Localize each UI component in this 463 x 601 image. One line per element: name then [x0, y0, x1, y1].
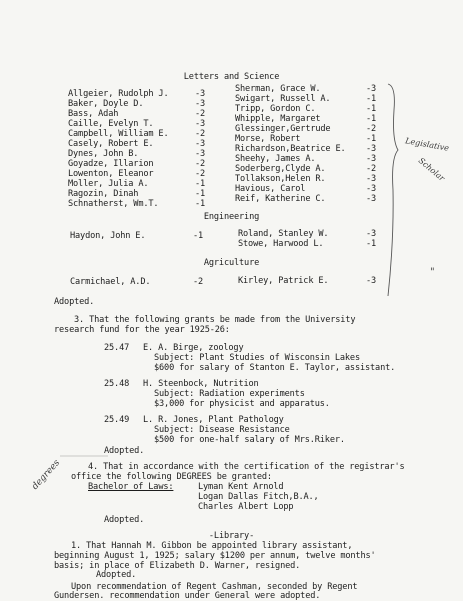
eng-left-value: -1 [193, 231, 204, 241]
grant-line3: $3,000 for physicist and apparatus. [154, 399, 330, 409]
ls-right-name-11: Reif, Katherine C. [235, 194, 326, 204]
grant-line1: H. Steenbock, Nutrition [143, 379, 259, 389]
ls-right-name-4: Glessinger,Gertrude [235, 124, 331, 134]
ls-left-name-6: Dynes, John B. [68, 149, 139, 159]
ls-left-name-3: Caille, Evelyn T. [68, 119, 154, 129]
ls-right-value-3: -1 [366, 114, 377, 124]
ls-left-value-8: -2 [195, 169, 206, 179]
grant-line1: L. R. Jones, Plant Pathology [143, 415, 284, 425]
ls-right-name-8: Soderberg,Clyde A. [235, 164, 326, 174]
adopted-1: Adopted. [54, 297, 95, 307]
library-line3: basis; in place of Elizabeth D. Warner, resigned. [54, 561, 301, 571]
grant-number: 25.47 [104, 343, 130, 353]
ls-right-name-2: Tripp, Gordon C. [235, 104, 316, 114]
ls-right-name-1: Swigart, Russell A. [235, 94, 331, 104]
ls-right-name-10: Havious, Carol [235, 184, 306, 194]
ls-left-name-9: Moller, Julia A. [68, 179, 149, 189]
ls-right-name-9: Tollakson,Helen R. [235, 174, 326, 184]
degree-label: Bachelor of Laws: [88, 482, 174, 492]
ls-right-name-6: Richardson,Beatrice E. [235, 144, 346, 154]
section-heading-library: -Library- [208, 531, 255, 541]
ls-left-value-11: -1 [195, 199, 206, 209]
final-line2: Gundersen. recommendation under General were adopted. [54, 591, 321, 601]
ls-right-value-4: -2 [366, 124, 377, 134]
ls-left-name-5: Casely, Robert E. [68, 139, 154, 149]
library-line1: 1. That Hannah M. Gibbon be appointed library assistant, [71, 541, 353, 551]
ls-right-name-7: Sheehy, James A. [235, 154, 316, 164]
annotation-scholar: Scholar [416, 156, 447, 183]
ls-left-name-1: Baker, Doyle D. [68, 99, 144, 109]
ag-left-name: Carmichael, A.D. [70, 277, 151, 287]
ls-right-value-0: -3 [366, 84, 377, 94]
item3-line2: research fund for the year 1925-26: [54, 325, 230, 335]
ls-left-value-2: -2 [195, 109, 206, 119]
ls-left-name-11: Schnatherst, Wm.T. [68, 199, 159, 209]
final-line1: Upon recommendation of Regent Cashman, seconded by Regent [71, 582, 358, 592]
ls-left-name-8: Lowenton, Eleanor [68, 169, 154, 179]
ls-right-value-1: -1 [366, 94, 377, 104]
ls-right-value-6: -3 [366, 144, 377, 154]
item4-line1: 4. That in accordance with the certification of the registrar's [88, 462, 405, 472]
eng-left-name: Haydon, John E. [70, 231, 146, 241]
ls-right-value-7: -3 [366, 154, 377, 164]
grant-line3: $500 for one-half salary of Mrs.Riker. [154, 435, 345, 445]
degree-name-2: Charles Albert Lopp [198, 502, 294, 512]
ls-right-name-3: Whipple, Margaret [235, 114, 321, 124]
library-line2: beginning August 1, 1925; salary $1200 per annum, twelve months' [54, 551, 376, 561]
degree-name-0: Lyman Kent Arnold [198, 482, 284, 492]
ls-left-value-10: -1 [195, 189, 206, 199]
grant-line1: E. A. Birge, zoology [143, 343, 244, 353]
ls-right-value-11: -3 [366, 194, 377, 204]
ag-right-name: Kirley, Patrick E. [238, 276, 329, 286]
ls-left-name-4: Campbell, William E. [68, 129, 169, 139]
ls-right-value-5: -1 [366, 134, 377, 144]
ag-right-value: -3 [366, 276, 377, 286]
section-heading-agriculture: Agriculture [203, 258, 260, 268]
ls-right-name-0: Sherman, Grace W. [235, 84, 321, 94]
ls-right-value-10: -3 [366, 184, 377, 194]
ls-left-value-6: -3 [195, 149, 206, 159]
eng-right-value-0: -3 [366, 229, 377, 239]
ls-left-value-1: -3 [195, 99, 206, 109]
ls-left-value-0: -3 [195, 89, 206, 99]
section-heading-letters-science: Letters and Science [183, 72, 280, 82]
ag-left-value: -2 [193, 277, 204, 287]
ls-left-name-10: Ragozin, Dinah [68, 189, 139, 199]
ls-left-value-7: -2 [195, 159, 206, 169]
grant-number: 25.48 [104, 379, 130, 389]
ls-left-value-3: -3 [195, 119, 206, 129]
eng-right-name-0: Roland, Stanley W. [238, 229, 329, 239]
annotation-legislative: Legislative [404, 136, 450, 153]
ls-left-name-0: Allgeier, Rudolph J. [68, 89, 169, 99]
grant-line2: Subject: Radiation experiments [154, 389, 305, 399]
annotation-degrees: degrees [30, 458, 63, 492]
eng-right-value-1: -1 [366, 239, 377, 249]
ls-left-value-4: -2 [195, 129, 206, 139]
section-heading-engineering: Engineering [203, 212, 260, 222]
grant-line3: $600 for salary of Stanton E. Taylor, assistant. [154, 363, 396, 373]
eng-right-name-1: Stowe, Harwood L. [238, 239, 324, 249]
degree-name-1: Logan Dallas Fitch,B.A., [198, 492, 319, 502]
adopted-4: Adopted. [96, 570, 137, 580]
ls-left-name-2: Bass, Adah [68, 109, 119, 119]
grant-number: 25.49 [104, 415, 130, 425]
ls-left-value-9: -1 [195, 179, 206, 189]
item3-line1: 3. That the following grants be made from the University [74, 315, 356, 325]
ls-right-value-8: -2 [366, 164, 377, 174]
ls-right-name-5: Morse, Robert [235, 134, 301, 144]
adopted-2: Adopted. [104, 446, 145, 456]
grant-line2: Subject: Disease Resistance [154, 425, 290, 435]
ls-left-name-7: Goyadze, Illarion [68, 159, 154, 169]
grant-line2: Subject: Plant Studies of Wisconsin Lakes [154, 353, 360, 363]
item4-line2: office the following DEGREES be granted: [71, 472, 272, 482]
adopted-3: Adopted. [104, 515, 145, 525]
ls-left-value-5: -3 [195, 139, 206, 149]
annotation-ditto-mark: " [430, 267, 435, 278]
ls-right-value-9: -3 [366, 174, 377, 184]
ls-right-value-2: -1 [366, 104, 377, 114]
